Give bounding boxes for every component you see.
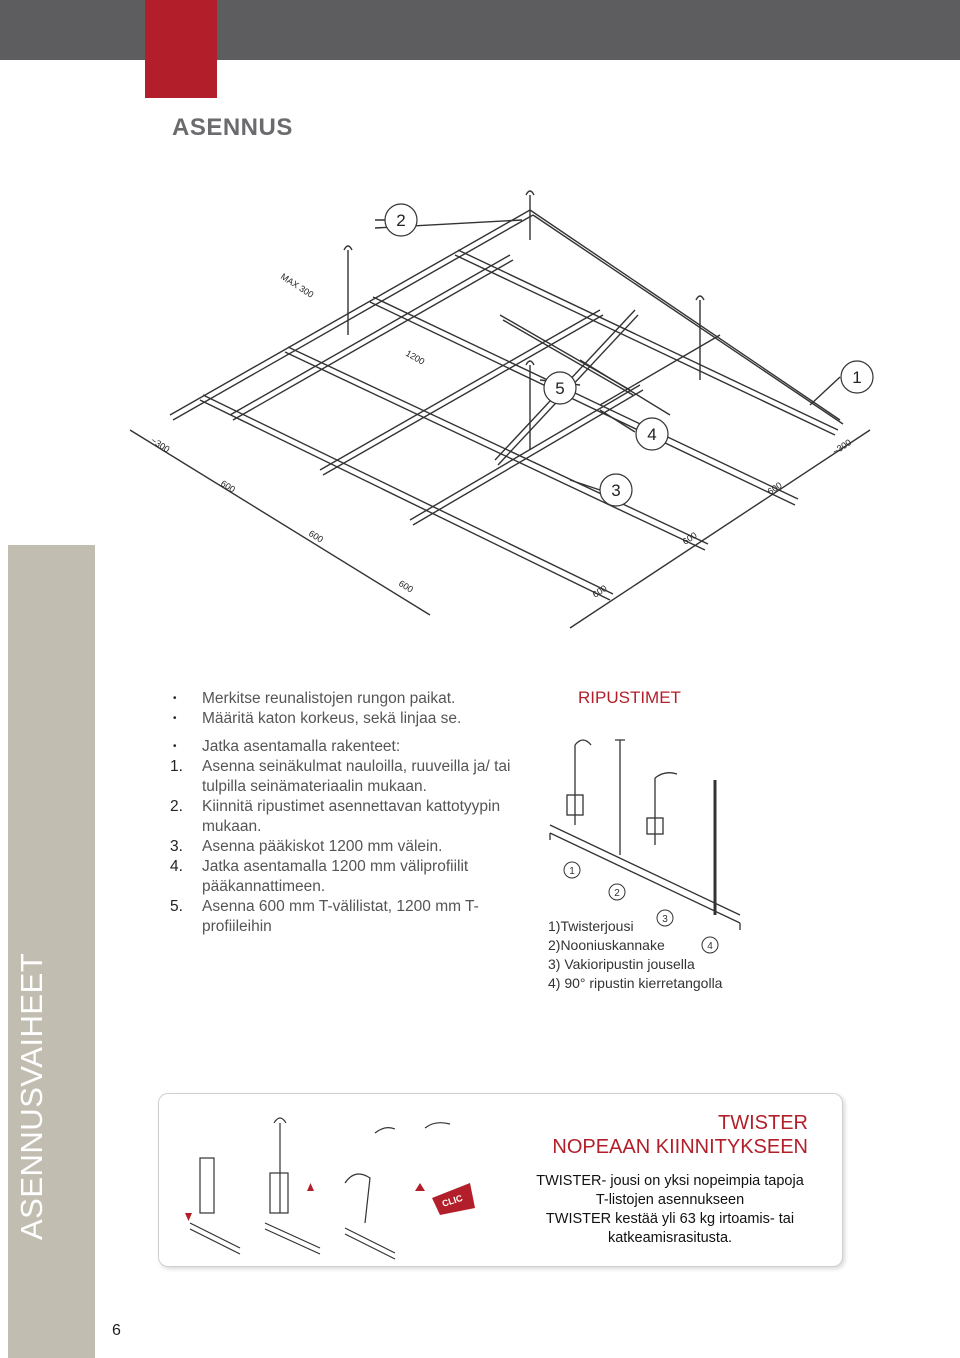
dim-300-left: ~300 xyxy=(148,435,172,455)
dim-600-d: 600 xyxy=(765,480,784,497)
dim-max300: MAX 300 xyxy=(278,271,316,300)
ceiling-grid-diagram xyxy=(130,180,890,630)
twister-desc-line: T-listojen asennukseen xyxy=(595,1192,745,1208)
hanger-num-1: 1 xyxy=(569,866,575,877)
hanger-item: 2)Nooniuskannake xyxy=(548,937,665,953)
hanger-item: 3) Vakioripustin jousella xyxy=(548,956,695,972)
dim-600-c: 600 xyxy=(396,578,415,595)
twister-subtitle: NOPEAAN KIINNITYKSEEN xyxy=(552,1136,808,1158)
callout-5: 5 xyxy=(555,379,565,398)
callout-1: 1 xyxy=(852,368,862,387)
installation-steps xyxy=(170,689,530,937)
callout-2: 2 xyxy=(396,211,406,230)
hanger-num-3: 3 xyxy=(662,914,668,925)
twister-desc-line: TWISTER kestää yli 63 kg irtoamis- tai xyxy=(545,1211,795,1227)
step-item: 2. Kiinnitä ripustimet asennettavan kattotyypin mukaan. xyxy=(170,798,501,835)
twister-desc-line: TWISTER- jousi on yksi nopeimpia tapoja xyxy=(536,1173,804,1189)
twister-desc-line: katkeamisrasitusta. xyxy=(607,1230,733,1246)
hanger-num-2: 2 xyxy=(614,888,620,899)
step-item: 4. Jatka asentamalla 1200 mm väliprofiilit pääkannattimeen. xyxy=(170,858,469,895)
hangers-list xyxy=(548,917,722,993)
dim-600-a: 600 xyxy=(218,478,237,495)
clic-badge: CLIC xyxy=(440,1192,464,1209)
hanger-num-4: 4 xyxy=(707,941,713,952)
dim-300-right: ~300 xyxy=(830,437,854,457)
callout-3: 3 xyxy=(611,481,621,500)
hangers-diagram xyxy=(545,730,745,952)
dim-600-b: 600 xyxy=(306,528,325,545)
dim-600-f: 600 xyxy=(590,583,609,600)
step-item: • Jatka asentamalla rakenteet: xyxy=(173,738,401,755)
twister-title: TWISTER xyxy=(718,1112,808,1134)
page-number: 6 xyxy=(112,1322,121,1339)
page-title: ASENNUS xyxy=(172,114,293,141)
top-bar xyxy=(0,0,960,60)
hangers-title: RIPUSTIMET xyxy=(578,688,681,707)
twister-diagram xyxy=(170,1103,490,1263)
dim-600-e: 600 xyxy=(680,530,699,547)
step-item: • Merkitse reunalistojen rungon paikat. xyxy=(173,690,456,707)
step-item: • Määritä katon korkeus, sekä linjaa se. xyxy=(173,710,462,727)
twister-description xyxy=(505,1172,835,1248)
step-item: 3. Asenna pääkiskot 1200 mm välein. xyxy=(170,838,443,855)
dim-1200: 1200 xyxy=(404,348,427,367)
callout-4: 4 xyxy=(647,425,657,444)
red-tab xyxy=(145,0,217,98)
hanger-item: 1)Twisterjousi xyxy=(548,918,634,934)
step-item: 1. Asenna seinäkulmat nauloilla, ruuveilla ja/ tai tulpilla seinämateriaalin mukaan. xyxy=(170,758,511,795)
step-item: 5. Asenna 600 mm T-välilistat, 1200 mm T-profiileihin xyxy=(170,898,479,935)
hanger-item: 4) 90° ripustin kierretangolla xyxy=(548,975,723,991)
sidebar-label: ASENNUSVAIHEET xyxy=(14,952,49,1240)
